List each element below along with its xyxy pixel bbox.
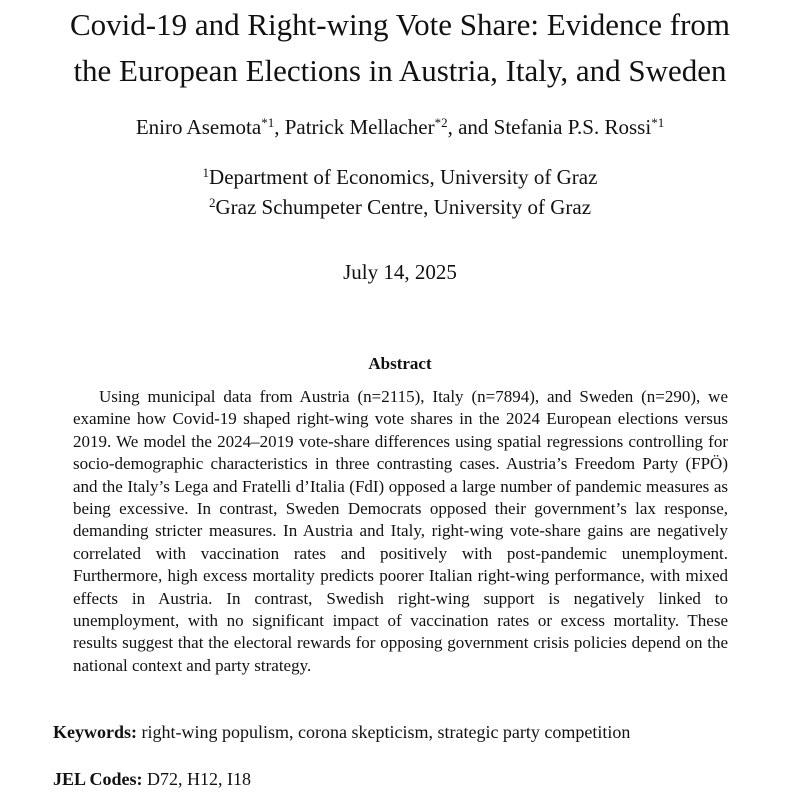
- keywords-value: right-wing populism, corona skepticism, strategic party competition: [141, 722, 631, 742]
- paper-title: [0, 2, 800, 94]
- keywords-label: Keywords:: [53, 722, 137, 742]
- affiliation-text: Graz Schumpeter Centre, University of Graz: [215, 195, 592, 219]
- author-name: Patrick Mellacher: [284, 115, 435, 139]
- author-list: [0, 112, 800, 142]
- author-affiliation-mark: *1: [261, 115, 275, 130]
- jel-codes-label: JEL Codes:: [53, 769, 143, 789]
- publication-date: July 14, 2025: [343, 260, 457, 284]
- author-separator: , and: [447, 115, 494, 139]
- paper-title-line-1: Covid-19 and Right-wing Vote Share: Evidence from: [69, 7, 731, 42]
- affiliation-1: [0, 162, 800, 192]
- affiliation-mark: 2: [208, 195, 216, 210]
- jel-codes-value: D72, H12, I18: [147, 769, 252, 789]
- abstract-heading: Abstract: [368, 354, 432, 373]
- author-separator: ,: [274, 115, 285, 139]
- author-name: Eniro Asemota: [135, 115, 262, 139]
- author-affiliation-mark: *1: [651, 115, 665, 130]
- affiliation-2: [0, 192, 800, 222]
- abstract-body: Using municipal data from Austria (n=2115), Italy (n=7894), and Sweden (n=290), we examine how Covid-19 shaped right-wing vote shares in the 2024 European elections versus 2019. We model the 2024–2019 vote-share differences using spatial regressions controlling for socio-demographic characteristics in three contrasting cases. Austria’s Freedom Party (FPÖ) and the Italy’s Lega and Fratelli d’Italia (FdI) opposed a large number of pandemic measures as being excessive. In contrast, Sweden Democrats opposed their government’s lax response, demanding stricter measures. In Austria and Italy, right-wing vote-share gains are negatively correlated with vaccination rates and positively with post-pandemic unemployment. Furthermore, high excess mortality predicts poorer Italian right-wing performance, with mixed effects in Austria. In contrast, Swedish right-wing support is negatively linked to unemployment, with no significant impact of vaccination rates or excess mortality. These results suggest that the electoral rewards for opposing government crisis policies depend on the national context and party strategy.: [73, 387, 728, 675]
- affiliation-text: Department of Economics, University of Graz: [209, 165, 598, 189]
- jel-codes-line: [53, 767, 773, 791]
- author-name: Stefania P.S. Rossi: [493, 115, 652, 139]
- paper-title-line-2: the European Elections in Austria, Italy, and Sweden: [73, 53, 727, 88]
- keywords-line: [53, 720, 773, 744]
- author-affiliation-mark: *2: [434, 115, 448, 130]
- affiliation-mark: 1: [202, 165, 210, 180]
